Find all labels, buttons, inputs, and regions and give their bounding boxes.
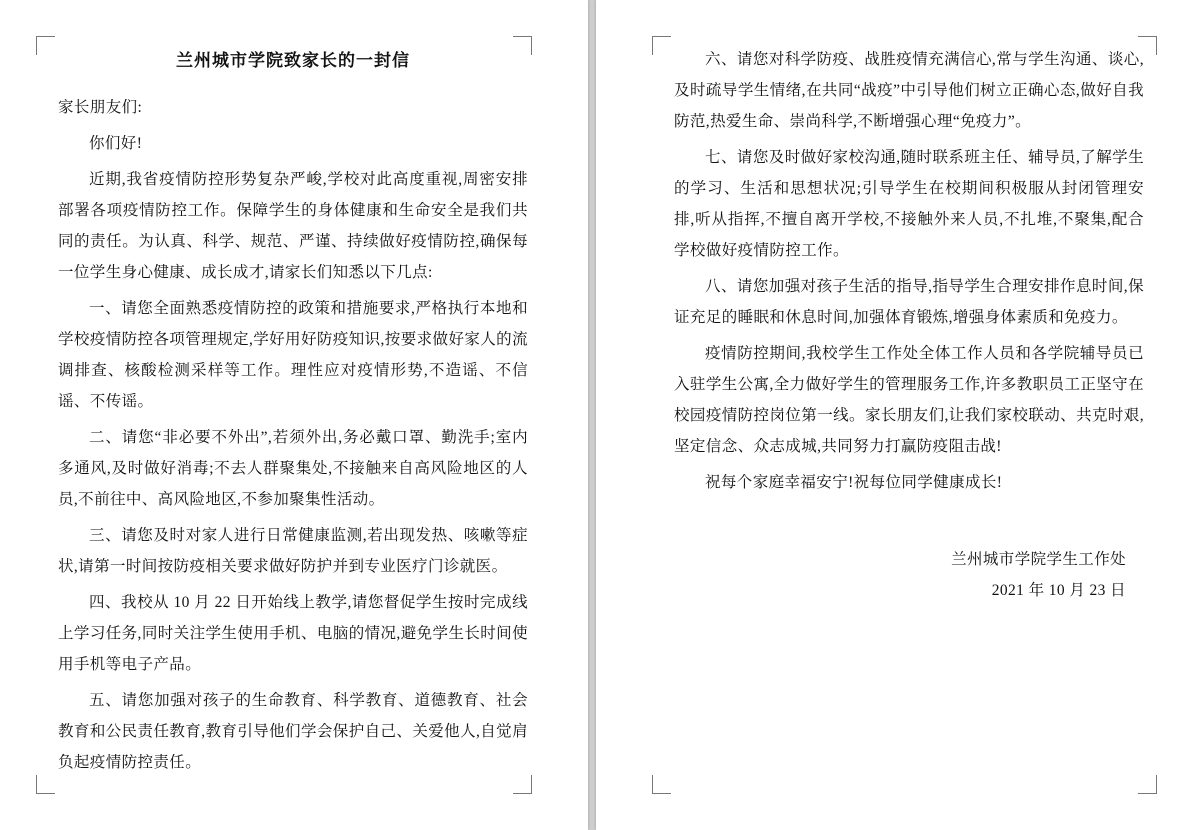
paragraph-closing: 疫情防控期间,我校学生工作处全体工作人员和各学院辅导员已入驻学生公寓,全力做好学生的管理服务工作,许多教职员工正坚守在校园疫情防控岗位第一线。家长朋友们,让我们家校联动、共克时艰,坚定信念、众志成城,共同努力打赢防疫阻击战!	[674, 345, 1144, 455]
paragraph-item-8: 八、请您加强对孩子生活的指导,指导学生合理安排作息时间,保证充足的睡眠和休息时间,加强体育锻炼,增强身体素质和免疫力。	[674, 278, 1144, 326]
paragraph-intro: 近期,我省疫情防控形势复杂严峻,学校对此高度重视,周密安排部署各项疫情防控工作。保障学生的身体健康和生命安全是我们共同的责任。为认真、科学、规范、严谨、持续做好疫情防控,确保每一位学生身心健康、成长成才,请家长们知悉以下几点:	[58, 171, 528, 281]
signature-block	[674, 544, 1144, 606]
document-page-2	[596, 0, 1193, 830]
salutation: 家长朋友们:	[58, 99, 143, 116]
crop-mark-bottom-left-icon	[652, 775, 671, 794]
paragraph-item-1: 一、请您全面熟悉疫情防控的政策和措施要求,严格执行本地和学校疫情防控各项管理规定,学好用好防疫知识,按要求做好家人的流调排查、核酸检测采样等工作。理性应对疫情形势,不造谣、不信谣、不传谣。	[58, 300, 528, 410]
paragraph-blessing: 祝每个家庭幸福安宁!祝每位同学健康成长!	[705, 474, 1003, 491]
paragraph-item-2: 二、请您“非必要不外出”,若须外出,务必戴口罩、勤洗手;室内多通风,及时做好消毒;不去人群聚集处,不接触来自高风险地区的人员,不前往中、高风险地区,不参加聚集性活动。	[58, 429, 528, 508]
paragraph-item-4: 四、我校从 10 月 22 日开始线上教学,请您督促学生按时完成线上学习任务,同时关注学生使用手机、电脑的情况,避免学生长时间使用手机等电子产品。	[58, 594, 528, 673]
paragraph-item-6: 六、请您对科学防疫、战胜疫情充满信心,常与学生沟通、谈心,及时疏导学生情绪,在共同“战疫”中引导他们树立正确心态,做好自我防范,热爱生命、崇尚科学,不断增强心理“免疫力”。	[674, 51, 1144, 130]
crop-mark-top-left-icon	[652, 36, 671, 55]
crop-mark-bottom-right-icon	[1138, 775, 1157, 794]
document-title: 兰州城市学院致家长的一封信	[176, 51, 410, 70]
signature-organization: 兰州城市学院学生工作处	[951, 551, 1126, 568]
document-page-1	[0, 0, 588, 830]
paragraph-item-5: 五、请您加强对孩子的生命教育、科学教育、道德教育、社会教育和公民责任教育,教育引导他们学会保护自己、关爱他人,自觉肩负起疫情防控责任。	[58, 692, 528, 771]
page-2-content	[674, 44, 1144, 606]
crop-mark-top-left-icon	[36, 36, 55, 55]
paragraph-item-3: 三、请您及时对家人进行日常健康监测,若出现发热、咳嗽等症状,请第一时间按防疫相关要求做好防护并到专业医疗门诊就医。	[58, 527, 528, 575]
page-1-content	[58, 44, 528, 783]
paragraph-item-7: 七、请您及时做好家校沟通,随时联系班主任、辅导员,了解学生的学习、生活和思想状况;引导学生在校期间积极服从封闭管理安排,听从指挥,不擅自离开学校,不接触外来人员,不扎堆,不聚集,配合学校做好疫情防控工作。	[674, 149, 1144, 259]
crop-mark-bottom-left-icon	[36, 775, 55, 794]
signature-date: 2021 年 10 月 23 日	[991, 582, 1126, 599]
greeting: 你们好!	[89, 135, 143, 152]
